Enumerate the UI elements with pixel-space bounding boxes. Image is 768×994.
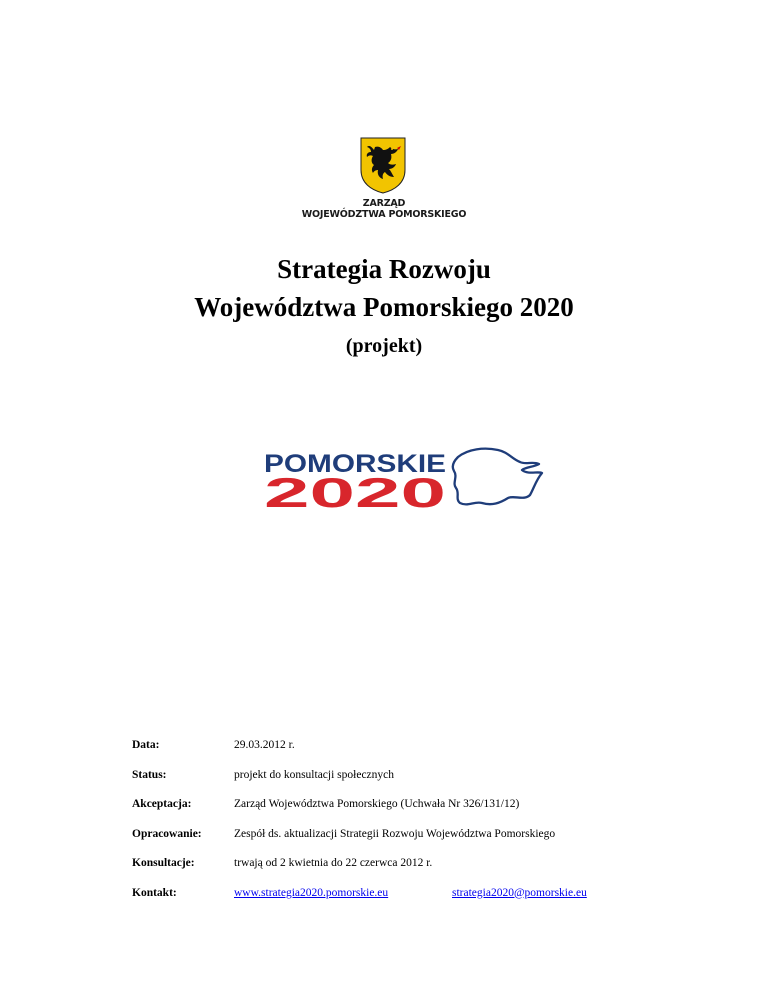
info-row-acceptance: [132, 797, 652, 827]
status-label: Status:: [132, 768, 167, 781]
status-value: projekt do konsultacji społecznych: [234, 768, 395, 781]
info-row-date: [132, 738, 652, 768]
logo-word: POMORSKIE: [264, 450, 446, 478]
prepared-label: Opracowanie:: [132, 827, 202, 840]
acceptance-label: Akceptacja:: [132, 798, 192, 810]
contact-email-link[interactable]: strategia2020@pomorskie.eu: [452, 886, 587, 899]
info-row-prepared: [132, 827, 652, 857]
griffin-crest-icon: [359, 136, 407, 194]
title-line2: Województwa Pomorskiego 2020: [194, 292, 574, 322]
contact-label: Kontakt:: [132, 886, 177, 899]
org-name-line2: WOJEWÓDZTWA POMORSKIEGO: [301, 209, 467, 220]
consultation-value: trwają od 2 kwietnia do 22 czerwca 2012 r.: [234, 857, 433, 869]
document-info-table: [132, 738, 652, 915]
org-name-line1: ZARZĄD: [362, 198, 406, 209]
pomerania-map-icon: [453, 449, 542, 505]
date-value: 29.03.2012 r.: [234, 739, 295, 751]
pomorskie-2020-logo: [262, 443, 546, 513]
info-row-status: [132, 768, 652, 798]
title-line3: (projekt): [345, 335, 423, 357]
title-line1: Strategia Rozwoju: [277, 254, 491, 284]
consultation-label: Konsultacje:: [132, 857, 195, 869]
info-row-consultation: [132, 856, 652, 886]
info-row-contact: [132, 886, 652, 916]
prepared-value: Zespół ds. aktualizacji Strategii Rozwoju Województwa Pomorskiego: [234, 827, 556, 840]
contact-website-link[interactable]: www.strategia2020.pomorskie.eu: [234, 886, 389, 899]
acceptance-value: Zarząd Województwa Pomorskiego (Uchwała Nr 326/131/12): [234, 798, 520, 810]
logo-year: 2020: [264, 469, 446, 513]
date-label: Data:: [132, 739, 160, 751]
